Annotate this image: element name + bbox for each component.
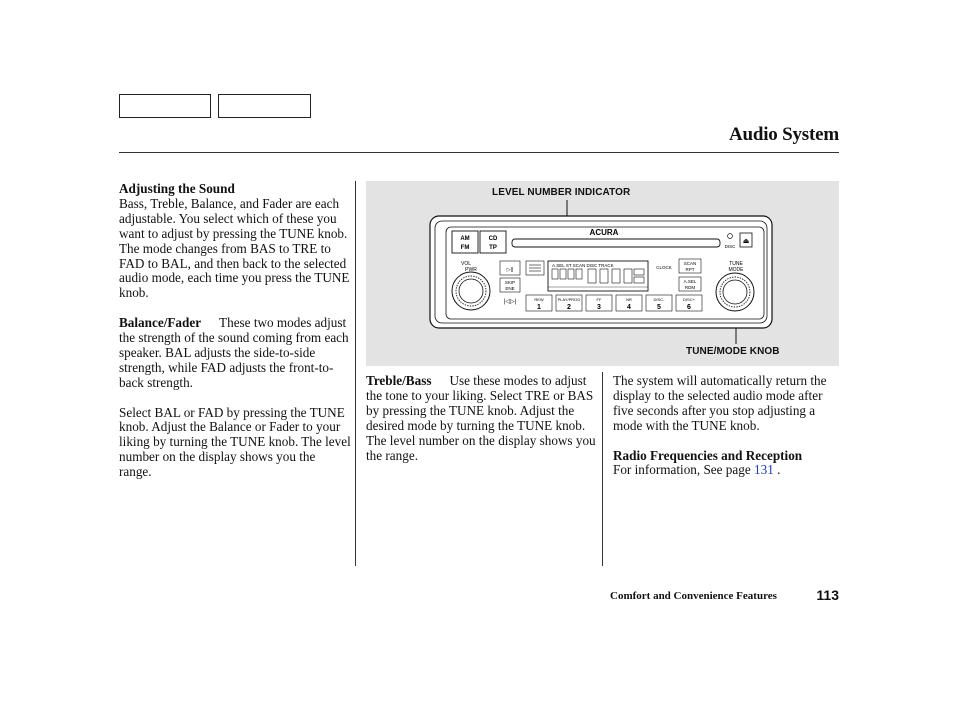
audio-unit-figure: [366, 181, 839, 366]
preset-top-label: PLAY/PROG: [557, 297, 581, 302]
clock-label: CLOCK: [656, 265, 672, 270]
radio-text-suffix: .: [773, 462, 781, 478]
page-reference-link[interactable]: 131: [754, 462, 774, 478]
nav-box-right[interactable]: [218, 94, 311, 118]
skip-sub-label: ENE: [505, 286, 515, 291]
display-mode-text: A.SEL ST SCAN DISC TRACK: [552, 263, 614, 268]
column-divider-2: [602, 372, 603, 566]
preset-number-label: 6: [687, 304, 691, 311]
preset-number-label: 4: [627, 304, 631, 311]
audio-unit-drawing: [366, 181, 839, 366]
preset-number-label: 5: [657, 304, 661, 311]
skip-label: SKIP: [504, 280, 516, 285]
preset-top-label: REW: [534, 297, 544, 302]
adjusting-sound-heading: Adjusting the Sound: [119, 181, 235, 196]
select-bal-fad-text: Select BAL or FAD by pressing the TUNE knob. Adjust the Balance or Fader to your liking by turning the TUNE knob. The level number on the display shows you the range.: [119, 404, 351, 480]
seek-icon: |◁▷|: [503, 299, 517, 305]
treble-bass-heading: Treble/Bass: [366, 373, 432, 388]
scan-label: SCAN: [683, 261, 697, 266]
preset-top-label: DISC+: [683, 297, 695, 302]
balance-fader-text: These two modes adjust the strength of the sound coming from each speaker. BAL adjusts the side-to-side strength, while FAD adjusts the front-to-back strength.: [119, 315, 349, 390]
column-divider-1: [355, 181, 356, 566]
column-middle: [366, 374, 596, 463]
brand-logo: ACURA: [589, 228, 619, 237]
column-right: [613, 374, 841, 478]
radio-text-prefix: For information, See page: [613, 462, 754, 478]
am-fm-label-top: AM: [460, 236, 470, 242]
rdm-label: RDM: [684, 285, 696, 290]
preset-top-label: FF: [596, 297, 602, 302]
column-left: [119, 182, 351, 480]
treble-bass-paragraph: [366, 374, 596, 463]
balance-fader-paragraph: [119, 316, 351, 391]
pwr-label: PWR: [465, 267, 477, 273]
preset-number-label: 1: [537, 304, 541, 311]
vol-label: VOL: [460, 261, 472, 267]
radio-frequencies-text: [613, 463, 841, 478]
am-fm-label-bottom: FM: [460, 245, 470, 251]
nav-box-left[interactable]: [119, 94, 211, 118]
radio-frequencies-heading: Radio Frequencies and Reception: [613, 447, 803, 463]
cd-tp-label-bottom: TP: [489, 245, 497, 251]
tune-mode-knob-label: TUNE/MODE KNOB: [686, 346, 780, 357]
footer-section-title: Comfort and Convenience Features: [610, 590, 777, 602]
footer-page-number: 113: [816, 587, 839, 603]
preset-top-label: NR: [626, 297, 632, 302]
adjusting-sound-text: Bass, Treble, Balance, and Fader are each adjustable. You select which of these you want to adjust by pressing the TUNE knob. The mode changes from BAS to TRE to FAD to BAL, and then back to the selected audio mode, each time you press the TUNE knob.: [119, 195, 350, 301]
tune-label: TUNE: [729, 261, 743, 267]
play-pause-icon: ▷||: [506, 267, 514, 273]
disc-label: DISC: [724, 244, 736, 249]
preset-top-label: DISC-: [653, 297, 665, 302]
asel-label: A.SEL: [683, 279, 697, 284]
page-title: Audio System: [728, 124, 839, 145]
balance-fader-heading: Balance/Fader: [119, 315, 202, 331]
cd-tp-label-top: CD: [488, 236, 498, 242]
rpt-label: RPT: [685, 267, 695, 272]
preset-number-label: 2: [567, 304, 571, 311]
eject-icon: ⏏: [742, 238, 750, 245]
auto-return-text: The system will automatically return the display to the selected audio mode after five seconds after you stop adjusting a mode with the TUNE knob.: [613, 373, 827, 433]
level-number-indicator-label: LEVEL NUMBER INDICATOR: [492, 187, 631, 198]
preset-number-label: 3: [597, 304, 601, 311]
treble-bass-text: Use these modes to adjust the tone to your liking. Select TRE or BAS by pressing the TUNE knob. Adjust the desired mode by turning the TUNE knob. The level number on the display shows you the range.: [366, 373, 596, 463]
mode-label: MODE: [728, 267, 744, 273]
header-rule: [119, 152, 839, 153]
